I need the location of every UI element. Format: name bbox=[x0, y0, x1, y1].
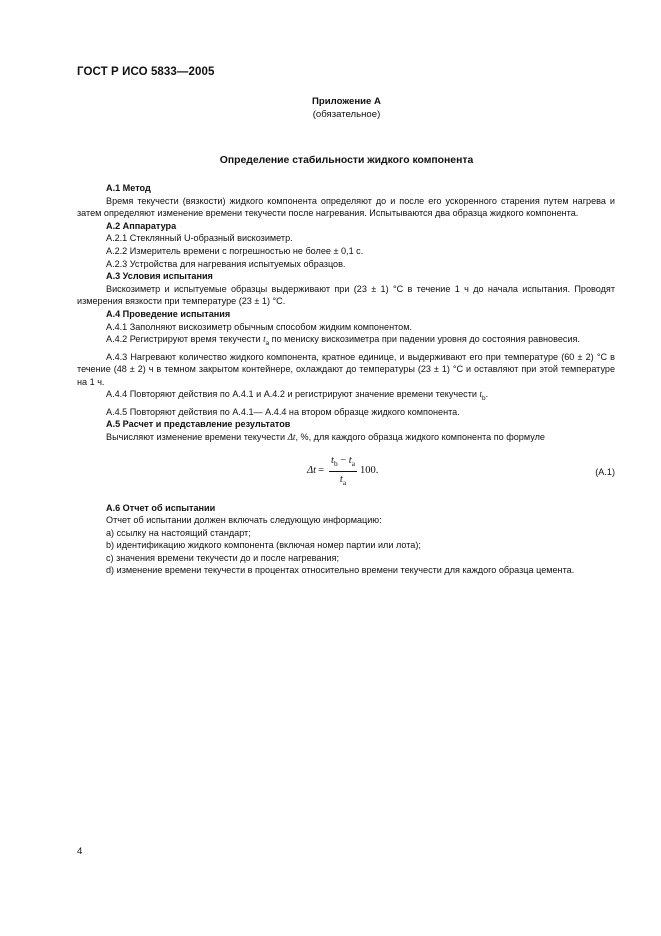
section-a3-heading: А.3 Условия испытания bbox=[106, 271, 213, 282]
page-title: Определение стабильности жидкого компонента bbox=[219, 155, 474, 166]
minus-sign: − bbox=[337, 454, 349, 466]
section-a4-item-5: А.4.5 Повторяют действия по А.4.1— А.4.4 на втором образце жидкого компонента. bbox=[106, 406, 460, 417]
section-a2-item: А.2.2 Измеритель времени с погрешностью не более ± 0,1 с. bbox=[106, 245, 364, 256]
formula-row bbox=[77, 452, 615, 496]
variable-t: t bbox=[263, 334, 266, 345]
var-t: t bbox=[331, 454, 334, 466]
section-a6-item: b) идентификацию жидкого компонента (включая номер партии или лота); bbox=[106, 540, 421, 551]
formula-numerator bbox=[329, 454, 357, 472]
section-a1-text: Время текучести (вязкости) жидкого компонента определяют до и после его ускоренного старения путем нагрева и затем определяют изменение времени текучести после нагревания. Испытываются два образца жидкого компонента. bbox=[77, 195, 615, 219]
section-a3-text: Вискозиметр и испытуемые образцы выдерживают при (23 ± 1) °С в течение 1 ч до начала испытания. Проводят измерения вязкости при температуре (23 ± 1) °С. bbox=[77, 283, 615, 307]
section-a4-heading: А.4 Проведение испытания bbox=[106, 308, 231, 319]
item-text: по мениску вискозиметра при падении уровня до состояния равновесия. bbox=[269, 334, 580, 345]
var-t: t bbox=[348, 454, 352, 466]
formula-lhs: Δt bbox=[307, 465, 317, 477]
page-number: 4 bbox=[77, 846, 83, 857]
formula-factor: 100. bbox=[359, 465, 379, 477]
annex-status: (обязательное) bbox=[312, 109, 381, 120]
section-a6-intro: Отчет об испытании должен включать следующую информацию: bbox=[106, 515, 382, 526]
text-part: Вычисляют изменение времени текучести bbox=[106, 431, 288, 442]
formula-a1 bbox=[307, 452, 378, 492]
section-a5-heading: А.5 Расчет и представление результатов bbox=[106, 419, 291, 430]
sub-a: a bbox=[351, 459, 355, 468]
section-a4-item-3: А.4.3 Нагревают количество жидкого компонента, кратное единице, и выдерживают его при температуре (60 ± 2) °С в течение (48 ± 2) ч в темном закрытом контейнере, охлаждают до температуры (23 ± 1) °С и оставляют при этой температуре на 1 ч. bbox=[77, 351, 615, 387]
section-a6-item: d) изменение времени текучести в процентах относительно времени текучести для каждого образца цемента. bbox=[106, 565, 575, 576]
variable-delta-t: Δt bbox=[287, 431, 296, 442]
text-part: , %, для каждого образца жидкого компонента по формуле bbox=[295, 431, 545, 442]
section-a2-item: А.2.3 Устройства для нагревания испытуемых образцов. bbox=[106, 258, 346, 269]
variable-t: t bbox=[479, 389, 483, 400]
standard-code: ГОСТ Р ИСО 5833—2005 bbox=[77, 66, 215, 78]
section-a4-item-2 bbox=[77, 333, 615, 350]
formula-equals: = bbox=[318, 465, 325, 477]
section-a2-heading: А.2 Аппаратура bbox=[106, 220, 177, 231]
annex-block bbox=[0, 95, 661, 121]
section-a6-item: а) ссылку на настоящий стандарт; bbox=[106, 527, 251, 538]
section-a1-heading: А.1 Метод bbox=[106, 183, 151, 193]
section-a5-text bbox=[77, 431, 615, 444]
document-body bbox=[77, 182, 615, 577]
var-t: t bbox=[339, 474, 343, 485]
annex-title: Приложение А bbox=[312, 96, 381, 107]
subscript-b: b bbox=[482, 395, 486, 403]
section-a6-heading: А.6 Отчет об испытании bbox=[106, 502, 216, 513]
item-text: А.4.2 Регистрируют время текучести bbox=[106, 334, 264, 345]
formula-fraction bbox=[329, 454, 357, 489]
equation-number: (А.1) bbox=[595, 466, 615, 477]
section-a6-item: с) значения времени текучести до и после нагревания; bbox=[106, 552, 340, 563]
subscript-a: a bbox=[265, 339, 270, 347]
item-text: А.4.4 Повторяют действия по А.4.1 и А.4.2 и регистрируют значение времени текучести bbox=[106, 389, 480, 400]
sub-a: a bbox=[342, 478, 347, 488]
item-text: . bbox=[485, 389, 489, 400]
section-a2-item: А.2.1 Стеклянный U-образный вискозиметр. bbox=[106, 233, 293, 244]
sub-b: b bbox=[333, 459, 338, 468]
section-a4-item-4 bbox=[77, 388, 615, 405]
formula-denominator bbox=[340, 472, 346, 489]
section-a4-item-1: А.4.1 Заполняют вискозиметр обычным способом жидким компонентом. bbox=[106, 321, 412, 332]
